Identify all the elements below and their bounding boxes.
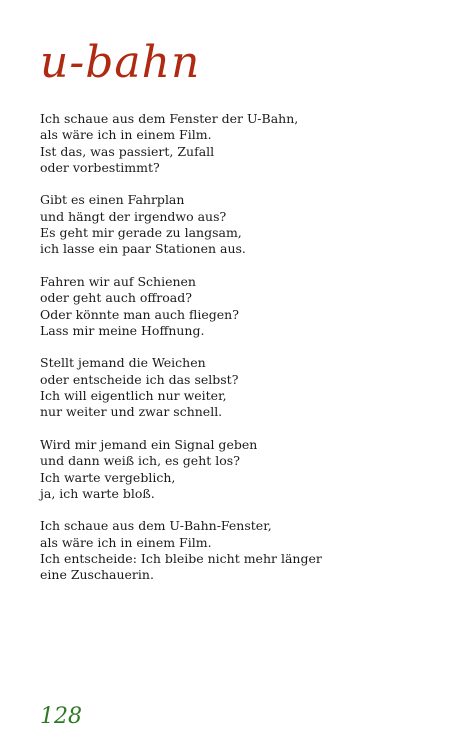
poem-line: Ich will eigentlich nur weiter, bbox=[40, 388, 227, 404]
poem-line: Gibt es einen Fahrplan bbox=[40, 192, 185, 208]
poem-line: Stellt jemand die Weichen bbox=[40, 355, 206, 371]
poem-line: Oder könnte man auch fliegen? bbox=[40, 306, 239, 322]
page-number: 128 bbox=[40, 704, 82, 729]
stanza bbox=[40, 274, 460, 339]
poem-line: Ich entscheide: Ich bleibe nicht mehr länger bbox=[40, 551, 322, 567]
poem-line: ich lasse ein paar Stationen aus. bbox=[40, 241, 246, 257]
poem-line: Wird mir jemand ein Signal geben bbox=[40, 436, 258, 452]
poem-line: Ich schaue aus dem Fenster der U-Bahn, bbox=[40, 111, 299, 126]
poem-line: eine Zuschauerin. bbox=[40, 567, 154, 583]
poem-line: ja, ich warte bloß. bbox=[40, 485, 155, 501]
poem-line: oder entscheide ich das selbst? bbox=[40, 371, 239, 387]
stanza bbox=[40, 437, 460, 502]
poem-line: und dann weiß ich, es geht los? bbox=[40, 453, 240, 469]
poem-title: u-bahn bbox=[40, 37, 201, 88]
poem-line: Ich warte vergeblich, bbox=[40, 469, 176, 485]
poem-line: Ich schaue aus dem U-Bahn-Fenster, bbox=[40, 518, 272, 534]
stanza bbox=[40, 518, 460, 583]
poem-line: als wäre ich in einem Film. bbox=[40, 534, 212, 550]
poem-line: nur weiter und zwar schnell. bbox=[40, 404, 223, 420]
stanza bbox=[40, 192, 460, 257]
stanza bbox=[40, 355, 460, 420]
poem-line: oder geht auch offroad? bbox=[40, 290, 192, 306]
poem-line: als wäre ich in einem Film. bbox=[40, 127, 212, 143]
poem-line: Es geht mir gerade zu langsam, bbox=[40, 225, 242, 241]
poem-line: Fahren wir auf Schienen bbox=[40, 273, 196, 289]
poem-line: und hängt der irgendwo aus? bbox=[40, 208, 227, 224]
poem-line: Lass mir meine Hoffnung. bbox=[40, 322, 205, 338]
poem-body bbox=[40, 111, 460, 600]
stanza bbox=[40, 111, 460, 176]
poem-line: oder vorbestimmt? bbox=[40, 159, 160, 175]
poem-line: Ist das, was passiert, Zufall bbox=[40, 143, 215, 159]
